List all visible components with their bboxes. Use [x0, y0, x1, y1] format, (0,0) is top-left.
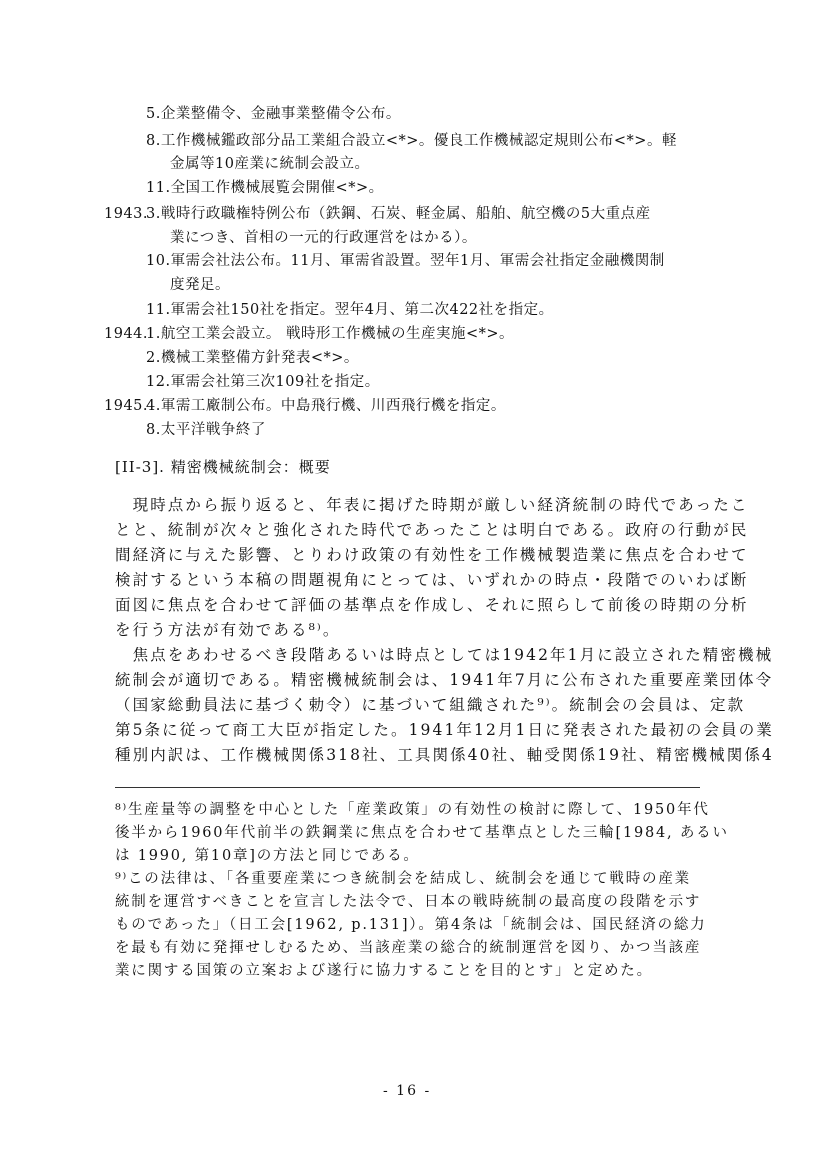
chronology-text: 全国工作機械展覧会開催<*>。 — [170, 180, 384, 196]
chronology-text: 軍需会社150社を指定。翌年4月、第二次422社を指定。 — [170, 302, 554, 318]
body-line: 現時点から振り返ると、年表に掲げた時期が厳しい経済統制の時代であったこ — [115, 496, 749, 514]
body-line: 第5条に従って商工大臣が指定した。1941年12月1日に発表された最初の会員の業 — [115, 721, 774, 739]
body-line: 焦点をあわせるべき段階あるいは時点としては1942年1月に設立された精密機械 — [115, 646, 774, 664]
chronology-year: 1945. — [104, 398, 149, 414]
footnote-line: 後半から1960年代前半の鉄鋼業に焦点を合わせて基準点とした三輪[1984, あるい — [115, 825, 729, 841]
chronology-text: 企業整備令、金融事業整備令公布。 — [160, 106, 401, 122]
chronology-entry — [104, 204, 651, 224]
chronology-text: 機械工業整備方針発表<*>。 — [160, 350, 359, 366]
chronology-entry — [104, 348, 359, 368]
chronology-entry — [104, 131, 677, 151]
section-heading: [II-3]. 精密機械統制会：概要 — [115, 458, 331, 476]
footnote-line: 業に関する国策の立案および遂行に協力することを目的とす」と定めた。 — [115, 963, 653, 979]
chronology-date: 5. — [146, 106, 161, 122]
body-line: 面図に焦点を合わせて評価の基準点を作成し、それに照らして前後の時期の分析 — [115, 596, 749, 614]
chronology-entry — [104, 420, 266, 440]
footnote-line: を最も有効に発揮せしむるため、当該産業の総合的統制運営を図り、かつ当該産 — [115, 940, 702, 956]
footnote-line: は 1990, 第10章]の方法と同じである。 — [115, 848, 420, 864]
page-number: - 16 - — [383, 1083, 432, 1099]
chronology-text: 軍需会社第三次109社を指定。 — [170, 374, 380, 390]
chronology-entry — [104, 324, 514, 344]
footnote-line: 統制を運営すべきことを宣言した法令で、日本の戦時統制の最高度の段階を示す — [115, 894, 702, 910]
body-line: 種別内訳は、工作機械関係318社、工具関係40社、軸受関係19社、精密機械関係4 — [115, 746, 774, 764]
chronology-date: 11. — [146, 302, 171, 318]
chronology-continuation: 業につき、首相の一元的行政運営をはかる）。 — [170, 230, 477, 246]
chronology-continuation: 度発足。 — [170, 277, 230, 293]
chronology-date: 11. — [146, 180, 171, 196]
body-line: 間経済に与えた影響、とりわけ政策の有効性を工作機械製造業に焦点を合わせて — [115, 546, 749, 564]
chronology-text: 軍需会社法公布。11月、軍需省設置。翌年1月、軍需会社指定金融機関制 — [170, 253, 665, 269]
chronology-entry — [104, 251, 665, 271]
chronology-date: 10. — [146, 253, 171, 269]
body-line: （国家総動員法に基づく勅令）に基づいて組織された⁹⁾。統制会の会員は、定款 — [115, 696, 746, 714]
footnote-line: ⁸⁾生産量等の調整を中心とした「産業政策」の有効性の検討に際して、1950年代 — [115, 802, 710, 818]
body-line: 統制会が適切である。精密機械統制会は、1941年7月に公布された重要産業団体令 — [115, 671, 774, 689]
chronology-year: 1943. — [104, 206, 149, 222]
chronology-entry — [104, 178, 384, 198]
chronology-date: 8. — [146, 422, 161, 438]
chronology-year: 1944. — [104, 326, 149, 342]
footnote-separator — [115, 787, 700, 788]
chronology-date: 4. — [146, 398, 161, 414]
footnote-line: ⁹⁾この法律は、「各重要産業につき統制会を結成し、統制会を通じて戦時の産業 — [115, 871, 691, 887]
footnote-line: ものであった」（日工会[1962, p.131]）。第4条は「統制会は、国民経済の総力 — [115, 917, 707, 933]
chronology-date: 1. — [146, 326, 161, 342]
chronology-date: 3. — [146, 206, 161, 222]
chronology-entry — [104, 372, 380, 392]
body-line: とと、統制が次々と強化された時代であったことは明白である。政府の行動が民 — [115, 521, 749, 539]
body-line: 検討するという本稿の問題視角にとっては、いずれかの時点・段階でのいわば断 — [115, 571, 749, 589]
chronology-date: 2. — [146, 350, 161, 366]
chronology-text: 工作機械鑑政部分品工業組合設立<*>。優良工作機械認定規則公布<*>。軽 — [160, 133, 677, 149]
chronology-text: 戦時行政職権特例公布（鉄鋼、石炭、軽金属、船舶、航空機の5大重点産 — [160, 206, 651, 222]
chronology-entry — [104, 300, 554, 320]
chronology-continuation: 金属等10産業に統制会設立。 — [170, 156, 370, 172]
chronology-date: 12. — [146, 374, 171, 390]
chronology-text: 軍需工廠制公布。中島飛行機、川西飛行機を指定。 — [160, 398, 506, 414]
chronology-entry — [104, 104, 401, 124]
chronology-text: 航空工業会設立。 戦時形工作機械の生産実施<*>。 — [160, 326, 514, 342]
chronology-entry — [104, 396, 506, 416]
body-line: を行う方法が有効である⁸⁾。 — [115, 621, 341, 639]
chronology-text: 太平洋戦争終了 — [160, 422, 266, 438]
chronology-date: 8. — [146, 133, 161, 149]
